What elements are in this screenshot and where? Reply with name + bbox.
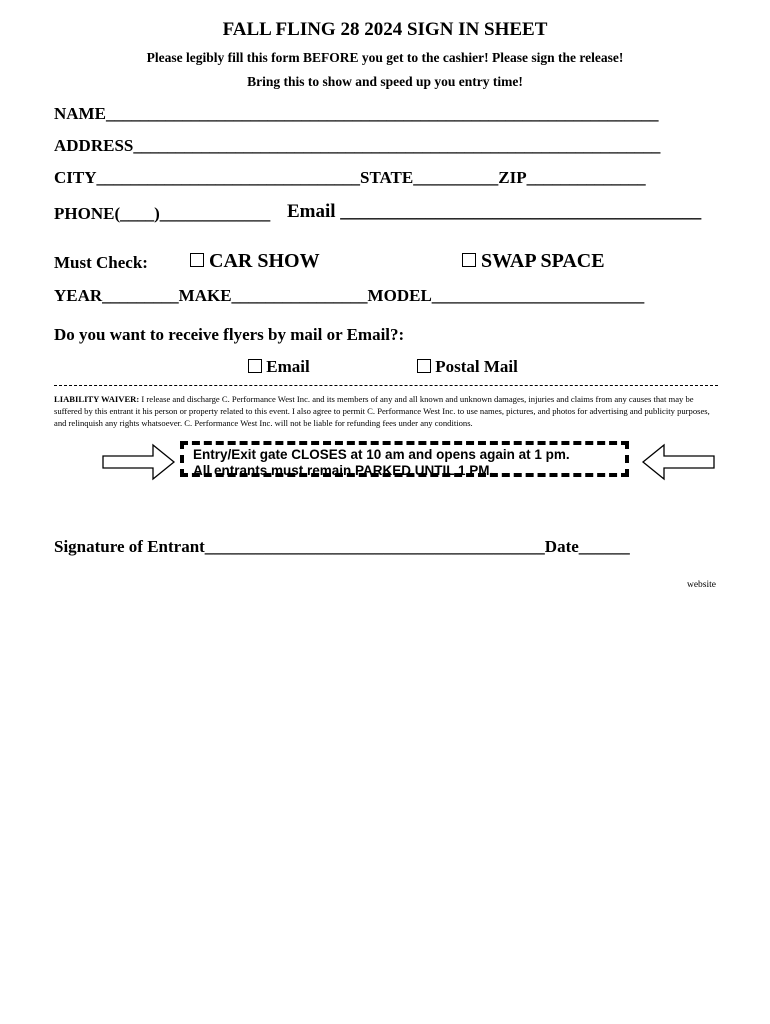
flyer-email-checkbox[interactable] [248, 359, 262, 373]
left-arrow-icon [640, 443, 716, 481]
right-arrow-icon [102, 443, 178, 481]
swap-space-label: SWAP SPACE [481, 250, 605, 272]
flyer-postal-checkbox[interactable] [417, 359, 431, 373]
gate-notice-line-2: All entrants must remain PARKED UNTIL 1 PM. [193, 463, 494, 478]
car-show-checkbox[interactable] [190, 253, 204, 267]
flyer-postal-label: Postal Mail [435, 357, 518, 376]
instruction-line-1: Please legibly fill this form BEFORE you get to the cashier! Please sign the release! [146, 50, 624, 65]
email-field[interactable]: Email ______________________________________ [287, 201, 702, 222]
gate-notice-line-1: Entry/Exit gate CLOSES at 10 am and opens again at 1 pm. [193, 447, 570, 462]
instruction-line-2: Bring this to show and speed up you entry time! [247, 74, 523, 89]
flyer-email-option[interactable] [248, 357, 310, 377]
year-make-model-field[interactable]: YEAR_________MAKE________________MODEL_________________________ [54, 286, 645, 305]
car-show-option[interactable] [190, 250, 320, 273]
waiver-text: I release and discharge C. Performance West Inc. and its members of any and all known and unknown damages, injuries and claims from any causes that may be suffered by this entrant it his person or property related to this event. I also agree to permit C. Performance West Inc. to use names, pictures, and photos for advertising and publicity purposes, and relinquish any rights whatsoever. C. Performance West Inc. will not be liable for refunding fees under any conditions. [54, 394, 710, 428]
swap-space-option[interactable] [462, 250, 605, 273]
flyer-email-label: Email [266, 357, 310, 376]
page-title: FALL FLING 28 2024 SIGN IN SHEET [222, 19, 548, 40]
gate-notice [180, 441, 629, 477]
must-check-label: Must Check: [54, 253, 148, 272]
car-show-label: CAR SHOW [209, 250, 320, 272]
liability-waiver [54, 393, 716, 429]
website-label: website [686, 580, 716, 590]
name-field[interactable]: NAME_________________________________________________________________ [54, 104, 659, 123]
flyer-postal-option[interactable] [417, 357, 518, 377]
swap-space-checkbox[interactable] [462, 253, 476, 267]
signature-date-field[interactable]: Signature of Entrant________________________________________Date______ [54, 537, 630, 556]
address-field[interactable]: ADDRESS______________________________________________________________ [54, 136, 661, 155]
waiver-divider [54, 385, 718, 386]
waiver-label: LIABILITY WAIVER: [54, 394, 140, 404]
phone-field[interactable]: PHONE(____)_____________ [54, 204, 271, 223]
flyers-question: Do you want to receive flyers by mail or Email?: [54, 325, 405, 344]
city-state-zip-field[interactable]: CITY_______________________________STATE__________ZIP______________ [54, 168, 646, 187]
